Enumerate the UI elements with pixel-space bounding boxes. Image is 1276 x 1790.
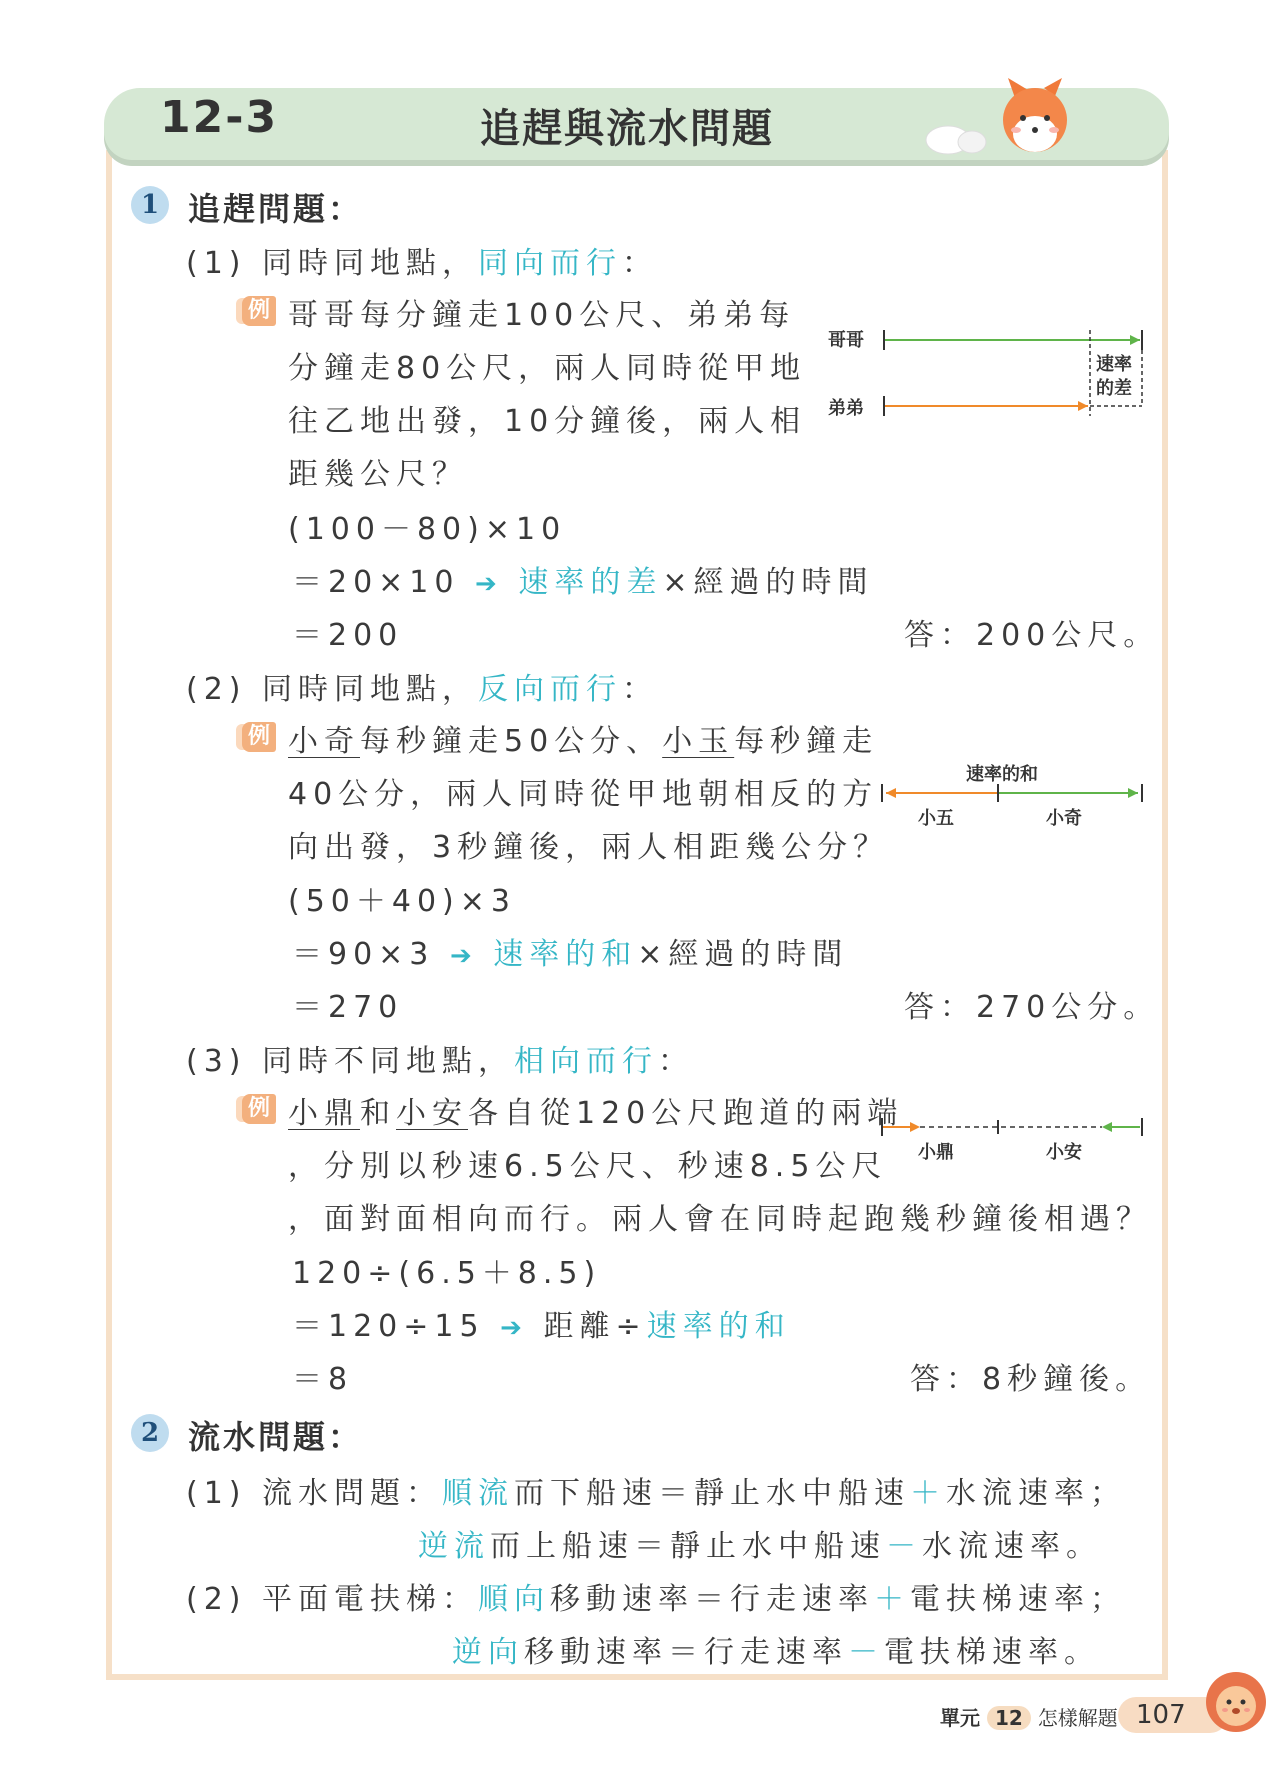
flow2-head: 平面電扶梯：	[262, 1582, 479, 1617]
arrow-right-icon: ➔	[500, 1313, 528, 1343]
part2-calc-2	[292, 929, 848, 973]
diagram-label-right-walker: 小奇	[1046, 808, 1082, 829]
flow1-head: 流水問題：	[262, 1476, 443, 1511]
flow2-b-mid: 移動速率＝行走速率	[524, 1635, 848, 1670]
part1-problem-line-4: 距幾公尺？	[288, 457, 468, 492]
section-2-title: 流水問題：	[188, 1418, 364, 1456]
part1-problem-line-1: 哥哥每分鐘走100公尺、弟弟每	[288, 298, 796, 333]
fox-mascot-icon	[920, 78, 1090, 168]
part1-prefix: 同時同地點，	[262, 246, 479, 281]
part2-highlight: 反向而行	[478, 672, 623, 707]
part1-calc-2-rest: ×經過的時間	[662, 565, 874, 600]
part3-prefix: 同時不同地點，	[262, 1044, 515, 1079]
diagram-label-left-walker: 小五	[918, 808, 954, 829]
part2-calc-2-rest: ×經過的時間	[637, 937, 849, 972]
part3-line-1-end: 各自從120公尺跑道的兩端	[468, 1096, 904, 1131]
part3-diagram	[876, 1112, 1146, 1142]
part3-problem-line-2: ，分別以秒速6.5公尺、秒速8.5公尺	[288, 1149, 888, 1184]
part1-calc-2-expr: ＝20×10	[292, 565, 460, 600]
flow1-b-op: －	[886, 1529, 922, 1564]
page-number: 107	[1118, 1697, 1228, 1733]
part3-problem-line-3: ，面對面相向而行。兩人會在同時起跑幾秒鐘後相遇？	[288, 1202, 1152, 1237]
footer-unit	[940, 1702, 1118, 1731]
section-number: 12-3	[160, 92, 279, 143]
arrow-right-icon: ➔	[475, 569, 503, 599]
part3-calc-3: ＝8	[292, 1362, 354, 1397]
flow1-b-highlight: 逆流	[418, 1529, 490, 1564]
part2-calc-2-hint: 速率的和	[493, 937, 638, 972]
flow1-a-highlight: 順流	[442, 1476, 515, 1511]
footer-unit-number: 12	[987, 1706, 1031, 1730]
part2-problem-line-2: 40公分，兩人同時從甲地朝相反的方	[288, 777, 879, 812]
flow1-a-mid: 而下船速＝靜止水中船速	[514, 1476, 911, 1511]
part3-label: (3)	[186, 1044, 247, 1079]
part1-calc-1: (100－80)×10	[288, 512, 567, 547]
part1-suffix: ：	[622, 246, 659, 281]
part1-problem-line-3: 往乙地出發，10分鐘後，兩人相	[288, 404, 807, 439]
diagram-label-younger-brother: 弟弟	[828, 398, 864, 419]
diagram-label-right-runner: 小安	[1046, 1142, 1082, 1163]
flow2-a-end: 電扶梯速率；	[910, 1582, 1127, 1617]
part2-heading	[186, 664, 658, 708]
part3-highlight: 相向而行	[514, 1044, 659, 1079]
page-title: 追趕與流水問題	[480, 106, 774, 152]
part3-name-1: 小鼎	[288, 1096, 360, 1131]
diagram-label-speed-sum: 速率的和	[966, 764, 1038, 785]
flow1-line-b	[418, 1521, 1102, 1565]
flow1-label: (1)	[186, 1476, 247, 1511]
flow2-a-op: ＋	[874, 1582, 911, 1617]
part3-calc-2-pre: 距離÷	[543, 1309, 647, 1344]
part3-calc-2	[292, 1301, 791, 1345]
part2-name-2: 小玉	[662, 724, 735, 759]
part2-name-1: 小奇	[288, 724, 360, 759]
diagram-label-older-brother: 哥哥	[828, 330, 864, 351]
diagram-label-speed-diff-2: 的差	[1096, 378, 1132, 399]
example-icon: 例	[242, 722, 276, 752]
part2-problem-line-3: 向出發，3秒鐘後，兩人相距幾公分？	[288, 830, 890, 865]
diagram-label-left-runner: 小鼎	[918, 1142, 954, 1163]
part1-calc-3: ＝200	[292, 618, 404, 653]
part2-line-1-mid: 每秒鐘走50公分、	[360, 724, 663, 759]
part1-answer: 答：200公尺。	[904, 618, 1160, 653]
part1-highlight: 同向而行	[478, 246, 623, 281]
flow2-line-b	[452, 1627, 1100, 1671]
example-icon: 例	[242, 1094, 276, 1124]
part3-suffix: ：	[658, 1044, 695, 1079]
part3-name-2: 小安	[396, 1096, 468, 1131]
flow1-line-a	[186, 1468, 1126, 1512]
part1-problem-line-2: 分鐘走80公尺，兩人同時從甲地	[288, 351, 807, 386]
part2-calc-3: ＝270	[292, 990, 404, 1025]
part2-label: (2)	[186, 672, 247, 707]
footer-unit-title: 怎樣解題	[1037, 1706, 1118, 1730]
part3-calc-1: 120÷(6.5＋8.5)	[292, 1256, 602, 1291]
flow2-a-mid: 移動速率＝行走速率	[550, 1582, 875, 1617]
flow2-b-highlight: 逆向	[452, 1635, 524, 1670]
flow2-a-highlight: 順向	[478, 1582, 551, 1617]
diagram-label-speed-diff-1: 速率	[1096, 354, 1132, 375]
flow2-b-op: －	[848, 1635, 884, 1670]
part3-mid: 和	[360, 1096, 396, 1131]
flow2-line-a	[186, 1574, 1126, 1618]
section-1-number: 1	[131, 186, 169, 224]
part2-calc-2-expr: ＝90×3	[292, 937, 435, 972]
part3-calc-2-expr: ＝120÷15	[292, 1309, 485, 1344]
part1-heading	[186, 238, 658, 282]
part2-problem-line-1	[288, 716, 878, 760]
flow1-a-end: 水流速率；	[946, 1476, 1127, 1511]
flow1-a-op: ＋	[910, 1476, 947, 1511]
part2-suffix: ：	[622, 672, 659, 707]
part3-heading	[186, 1036, 694, 1080]
part2-calc-1: (50＋40)×3	[288, 884, 516, 919]
flow2-label: (2)	[186, 1582, 247, 1617]
example-icon: 例	[242, 296, 276, 326]
part2-prefix: 同時同地點，	[262, 672, 479, 707]
part3-calc-2-hint: 速率的和	[646, 1309, 791, 1344]
lion-mascot-icon	[1196, 1664, 1272, 1740]
part2-line-1-end: 每秒鐘走	[734, 724, 879, 759]
part2-answer: 答：270公分。	[904, 990, 1160, 1025]
part3-problem-line-1	[288, 1088, 903, 1132]
flow1-b-mid: 而上船速＝靜止水中船速	[490, 1529, 886, 1564]
footer-unit-prefix: 單元	[940, 1706, 980, 1730]
part3-answer: 答：8秒鐘後。	[910, 1362, 1152, 1397]
flow1-b-end: 水流速率。	[922, 1529, 1102, 1564]
section-1-title: 追趕問題：	[188, 190, 364, 228]
part1-label: (1)	[186, 246, 247, 281]
arrow-right-icon: ➔	[449, 941, 478, 971]
part1-calc-2-hint: 速率的差	[518, 565, 663, 600]
flow2-b-end: 電扶梯速率。	[884, 1635, 1100, 1670]
section-2-number: 2	[131, 1414, 169, 1452]
part1-calc-2	[292, 557, 874, 601]
